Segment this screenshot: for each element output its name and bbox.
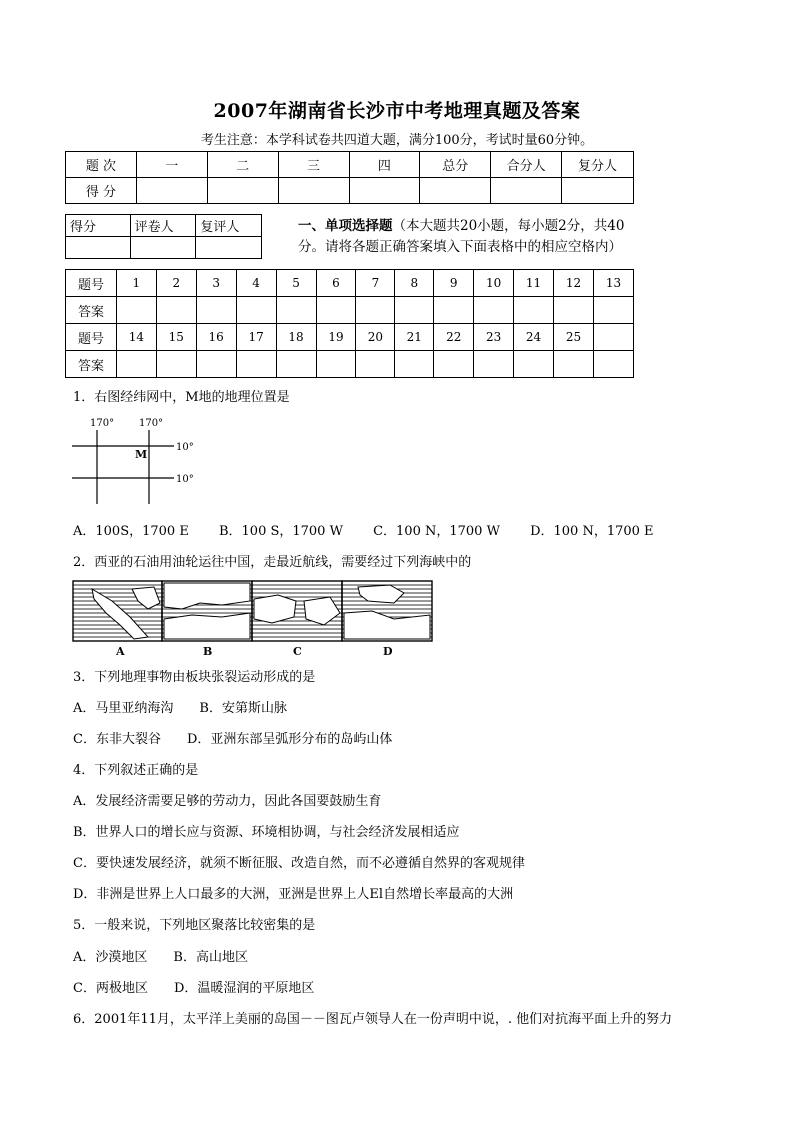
question-number-cell: 12	[554, 270, 594, 297]
answer-table	[65, 269, 634, 378]
score-blank-cell	[136, 178, 207, 204]
answer-cell[interactable]	[593, 297, 633, 324]
question-number-label: 题号	[66, 270, 117, 297]
option-b[interactable]: B．世界人口的增长应与资源、环境相协调，与社会经济发展相适应	[73, 825, 460, 840]
option-d[interactable]: D．亚洲东部呈弧形分布的岛屿山体	[186, 732, 393, 747]
answer-cell[interactable]	[593, 351, 633, 378]
answer-cell[interactable]	[554, 297, 594, 324]
lat-long-grid-figure	[70, 412, 200, 507]
section-heading	[298, 216, 643, 258]
answer-cell[interactable]	[196, 351, 236, 378]
answer-cell[interactable]	[356, 297, 395, 324]
page-title: 2007年湖南省长沙市中考地理真题及答案	[213, 100, 581, 122]
score-row-label: 得 分	[66, 178, 137, 204]
option-a[interactable]: A．发展经济需要足够的劳动力，因此各国要鼓励生育	[73, 794, 382, 809]
option-c[interactable]: C．要快速发展经济，就须不断征服、改造自然，而不必遵循自然界的客观规律	[73, 856, 525, 871]
question-number-cell: 8	[395, 270, 434, 297]
answer-cell[interactable]	[236, 351, 276, 378]
question-5-options-row-1	[73, 946, 274, 965]
question-number-cell: 24	[514, 324, 554, 351]
question-number-cell: 23	[474, 324, 514, 351]
question-3-options-row-2	[73, 728, 418, 747]
option-d[interactable]: D．温暖湿润的平原地区	[173, 981, 315, 996]
question-1-stem: 1．右图经纬网中，M地的地理位置是	[73, 390, 290, 405]
question-number-cell: 11	[514, 270, 554, 297]
score-header-cell: 复分人	[562, 152, 634, 178]
grader-blank-cell	[196, 237, 262, 259]
score-blank-cell	[562, 178, 634, 204]
answer-label: 答案	[66, 297, 117, 324]
question-number-cell: 4	[236, 270, 276, 297]
grader-header-row	[66, 215, 262, 237]
map-panel-d	[342, 581, 432, 641]
option-a[interactable]: A．马里亚纳海沟	[73, 701, 174, 716]
answer-cell[interactable]	[554, 351, 594, 378]
question-number-cell: 21	[395, 324, 434, 351]
answer-cell[interactable]	[474, 297, 514, 324]
question-3-options-row-1	[73, 697, 313, 716]
answer-cell[interactable]	[196, 297, 236, 324]
score-blank-cell	[420, 178, 491, 204]
option-d[interactable]: D．100 N，1700 E	[530, 524, 654, 539]
question-1-options	[73, 520, 680, 539]
answer-cell[interactable]	[514, 297, 554, 324]
section-label: 一、单项选择题	[298, 218, 393, 234]
option-c[interactable]: C．东非大裂谷	[73, 732, 161, 747]
panel-label-a: A	[116, 645, 125, 658]
answer-cell[interactable]	[356, 351, 395, 378]
question-number-cell: 25	[554, 324, 594, 351]
question-5-options-row-2	[73, 977, 340, 996]
question-number-row	[66, 270, 634, 297]
score-header-cell: 三	[278, 152, 349, 178]
score-header-row	[66, 152, 634, 178]
answer-cell[interactable]	[316, 351, 356, 378]
question-number-cell: 15	[156, 324, 196, 351]
latitude-label-2: 10°	[176, 474, 194, 485]
latitude-label-1: 10°	[176, 442, 194, 453]
question-number-cell: 19	[316, 324, 356, 351]
answer-cell[interactable]	[276, 351, 316, 378]
answer-row	[66, 351, 634, 378]
answer-cell[interactable]	[276, 297, 316, 324]
answer-cell[interactable]	[514, 351, 554, 378]
option-d[interactable]: D．非洲是世界上人口最多的大洲，亚洲是世界上人El自然增长率最高的大洲	[73, 887, 514, 902]
answer-label: 答案	[66, 351, 117, 378]
question-number-cell: 6	[316, 270, 356, 297]
question-number-cell: 17	[236, 324, 276, 351]
panel-label-b: B	[203, 645, 213, 658]
answer-cell[interactable]	[236, 297, 276, 324]
score-blank-cell	[349, 178, 420, 204]
grader-header-cell: 评卷人	[130, 215, 196, 237]
answer-cell[interactable]	[116, 297, 156, 324]
question-number-cell: 9	[434, 270, 474, 297]
score-blank-cell	[278, 178, 349, 204]
question-6-stem: 6．2001年11月，太平洋上美丽的岛国－－图瓦卢领导人在一份声明中说，. 他们对抗海平面上升的努力	[73, 1012, 673, 1027]
question-number-cell: 14	[116, 324, 156, 351]
question-number-cell: 7	[356, 270, 395, 297]
option-a[interactable]: A．沙漠地区	[73, 950, 148, 965]
question-number-cell: 20	[356, 324, 395, 351]
question-number-cell: 1	[116, 270, 156, 297]
option-b[interactable]: B．100 S，1700 W	[218, 524, 343, 539]
answer-cell[interactable]	[156, 351, 196, 378]
grader-blank-cell	[130, 237, 196, 259]
option-b[interactable]: B．高山地区	[173, 950, 248, 965]
question-number-cell: 5	[276, 270, 316, 297]
question-number-row	[66, 324, 634, 351]
answer-cell[interactable]	[434, 297, 474, 324]
score-header-cell: 二	[207, 152, 278, 178]
question-4-stem: 4．下列叙述正确的是	[73, 763, 199, 778]
grader-blank-row	[66, 237, 262, 259]
question-number-cell: 16	[196, 324, 236, 351]
section-description: （本大题共20小题，每小题2分，共40分。请将各题正确答案填入下面表格中的相应空格内）	[298, 218, 625, 255]
grader-header-cell: 得分	[66, 215, 131, 237]
strait-maps-figure	[72, 579, 434, 659]
option-b[interactable]: B．安第斯山脉	[199, 701, 287, 716]
answer-row	[66, 297, 634, 324]
question-5-stem: 5．一般来说，下列地区聚落比较密集的是	[73, 918, 316, 933]
map-panel-a	[73, 581, 162, 641]
score-header-cell: 合分人	[491, 152, 562, 178]
question-number-cell: 2	[156, 270, 196, 297]
question-number-label: 题号	[66, 324, 117, 351]
question-2-stem: 2．西亚的石油用油轮运往中国，走最近航线，需要经过下列海峡中的	[73, 555, 472, 570]
grader-blank-cell	[66, 237, 131, 259]
exam-notice: 考生注意：本学科试卷共四道大题，满分100分，考试时量60分钟。	[200, 133, 594, 148]
map-panel-b	[162, 581, 252, 641]
answer-cell[interactable]	[116, 351, 156, 378]
grid-lines	[72, 430, 174, 504]
answer-cell[interactable]	[395, 351, 434, 378]
score-blank-cell	[207, 178, 278, 204]
option-c[interactable]: C．两极地区	[73, 981, 148, 996]
option-c[interactable]: C．100 N，1700 W	[373, 524, 500, 539]
longitude-label-2: 170°	[139, 418, 164, 429]
score-blank-cell	[491, 178, 562, 204]
answer-cell[interactable]	[316, 297, 356, 324]
grader-header-cell: 复评人	[196, 215, 262, 237]
score-header-cell: 一	[136, 152, 207, 178]
score-table	[65, 151, 634, 204]
question-number-cell: 18	[276, 324, 316, 351]
question-number-cell: 10	[474, 270, 514, 297]
grader-table	[65, 214, 262, 259]
score-header-cell: 四	[349, 152, 420, 178]
panel-label-c: C	[293, 645, 302, 658]
question-number-cell: 22	[434, 324, 474, 351]
question-3-stem: 3．下列地理事物由板块张裂运动形成的是	[73, 670, 316, 685]
question-number-cell: 3	[196, 270, 236, 297]
longitude-label-1: 170°	[90, 418, 115, 429]
answer-cell[interactable]	[434, 351, 474, 378]
question-number-cell	[593, 324, 633, 351]
option-a[interactable]: A．100S，1700 E	[73, 524, 189, 539]
score-value-row	[66, 178, 634, 204]
map-panel-c	[252, 581, 342, 641]
panel-label-d: D	[383, 645, 393, 658]
answer-cell[interactable]	[395, 297, 434, 324]
score-header-cell: 题 次	[66, 152, 137, 178]
score-header-cell: 总分	[420, 152, 491, 178]
answer-cell[interactable]	[156, 297, 196, 324]
answer-cell[interactable]	[474, 351, 514, 378]
point-m-label: M	[135, 448, 148, 461]
question-number-cell: 13	[593, 270, 633, 297]
